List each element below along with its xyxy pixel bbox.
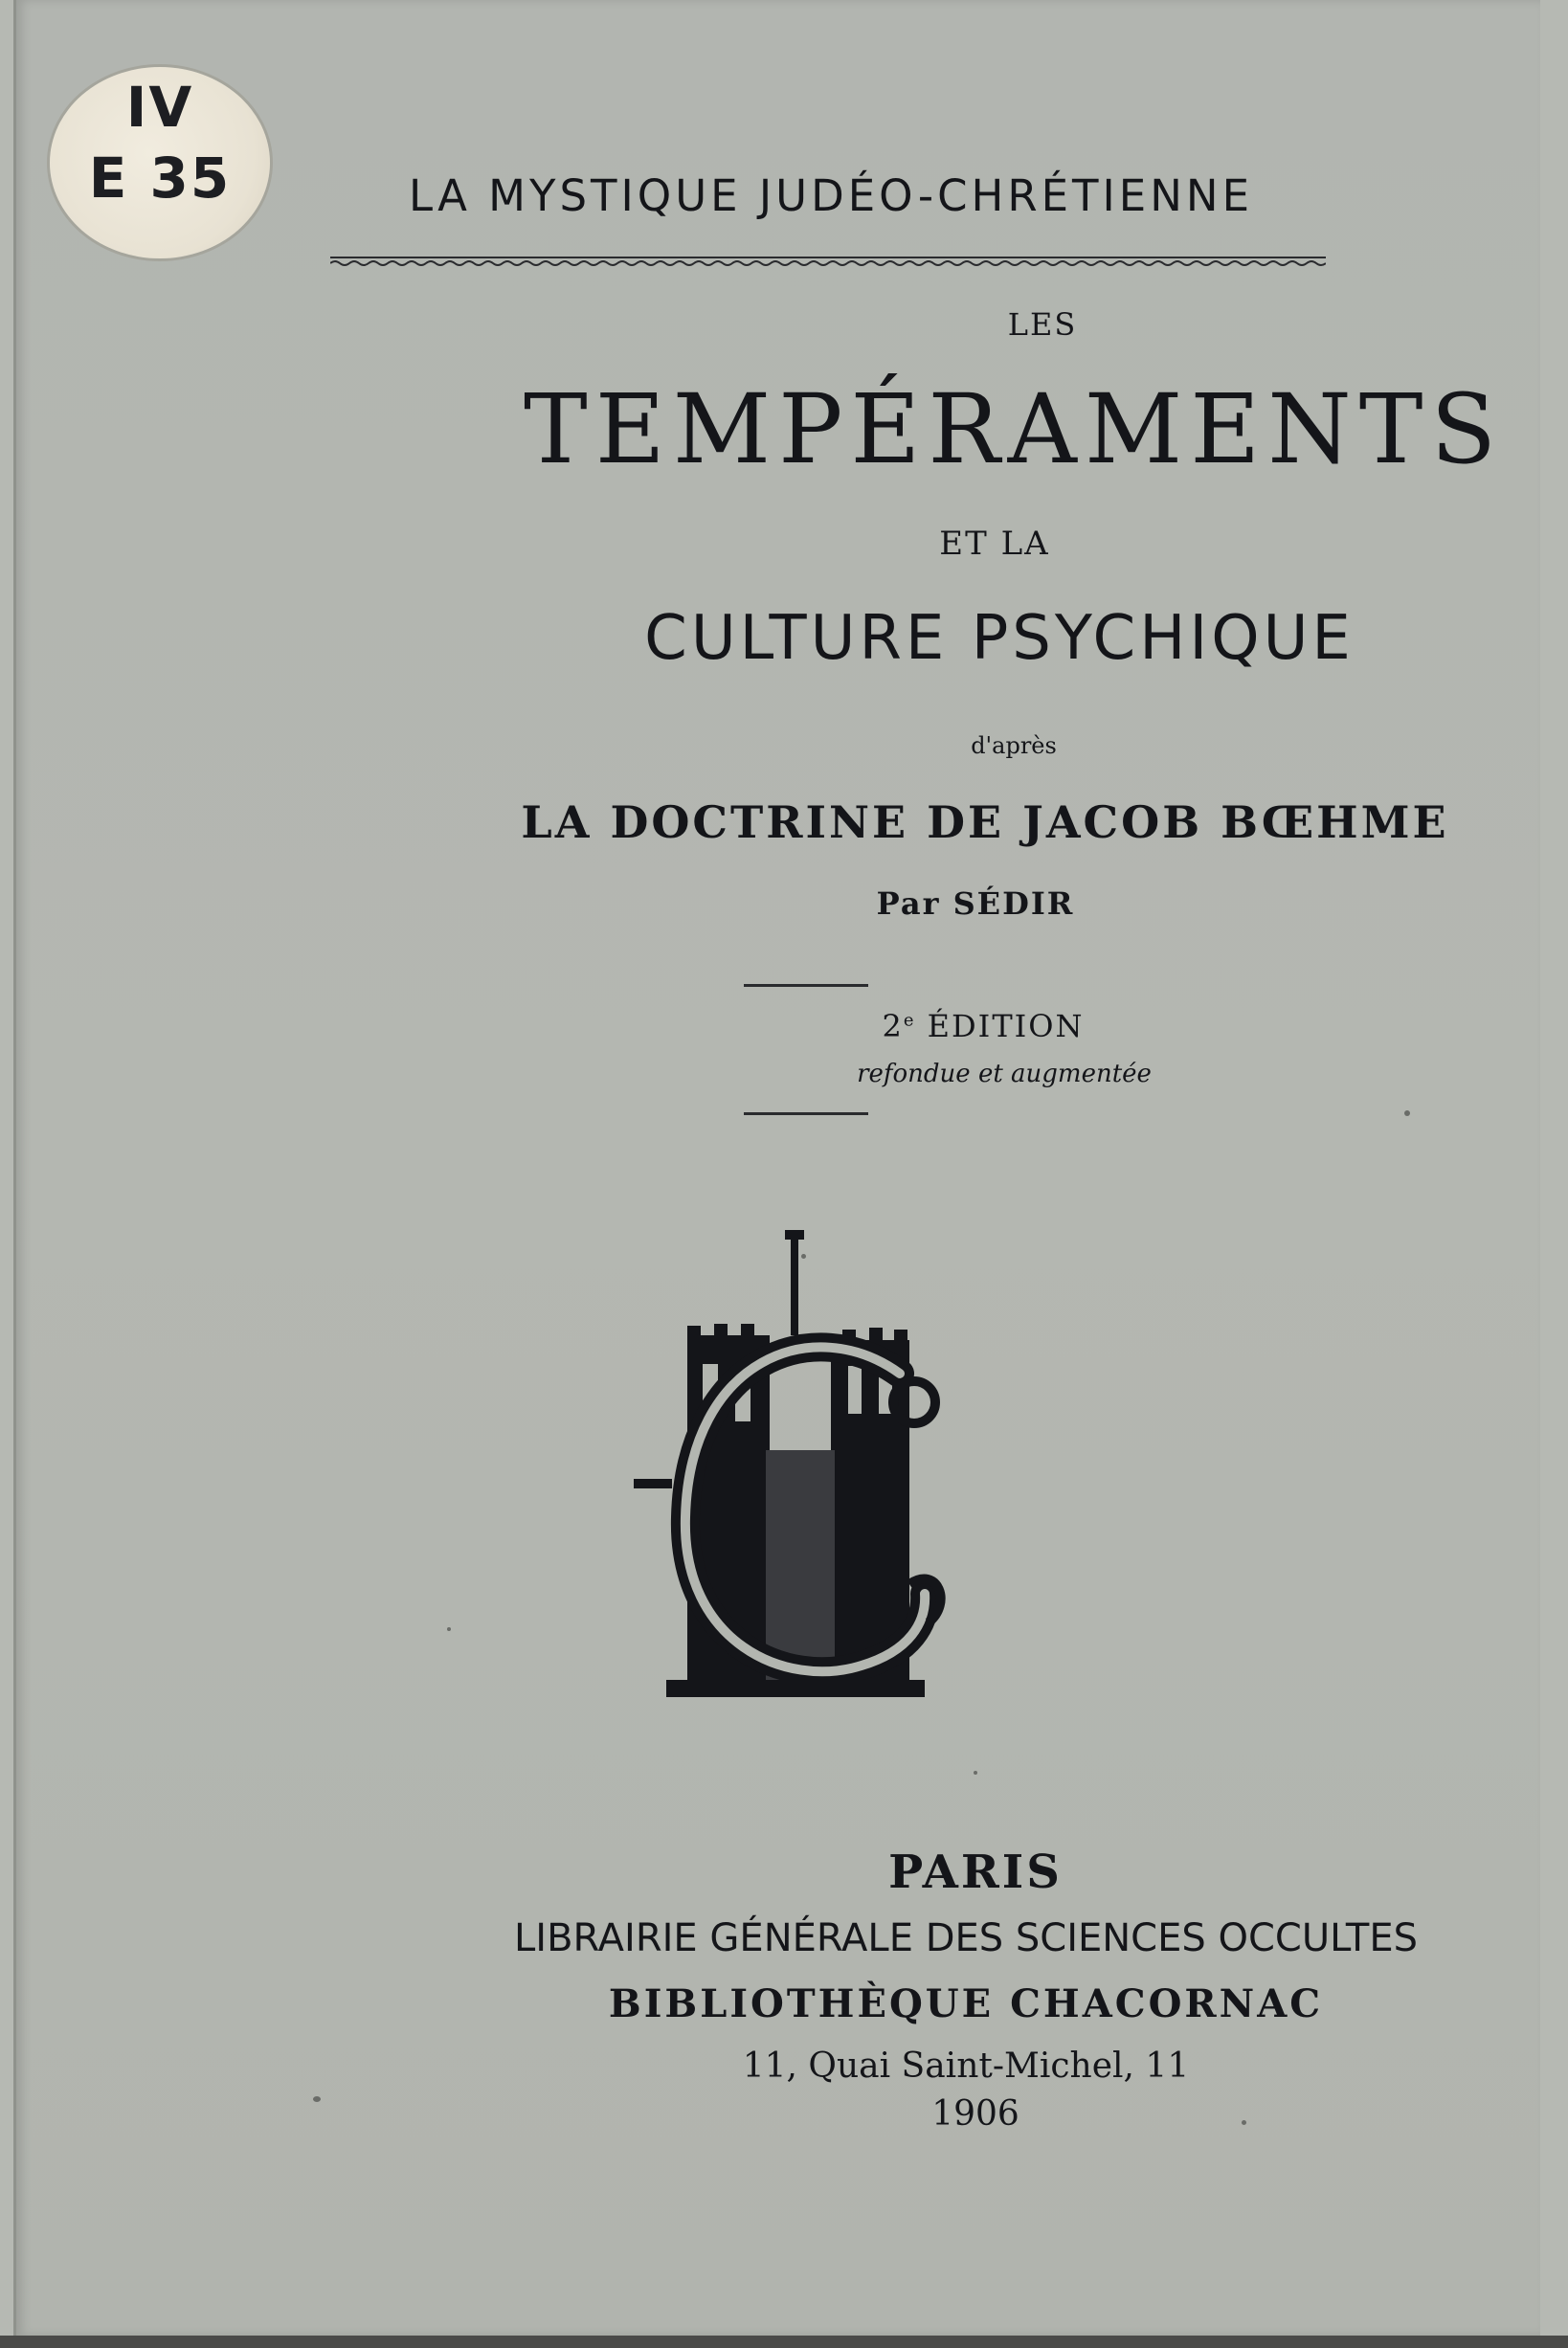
library-shelfmark-sticker xyxy=(50,67,270,258)
rule-below-edition xyxy=(744,1112,868,1115)
publisher-address: 11, Quai Saint-Michel, 11 xyxy=(742,2046,1190,2086)
publisher-city: PARIS xyxy=(888,1845,1063,1899)
publisher-library: LIBRAIRIE GÉNÉRALE DES SCIENCES OCCULTES xyxy=(513,1916,1418,1960)
second-title: CULTURE PSYCHIQUE xyxy=(644,603,1355,674)
publication-year: 1906 xyxy=(931,2094,1019,2134)
shelfmark-line-2: E 35 xyxy=(88,145,232,211)
title-d-apres: d'après xyxy=(971,732,1057,759)
author-line: Par SÉDIR xyxy=(876,885,1075,922)
cover-bottom-edge xyxy=(0,2336,1568,2348)
series-title: LA MYSTIQUE JUDÉO-CHRÉTIENNE xyxy=(408,170,1254,221)
title-et-la: ET LA xyxy=(939,525,1050,563)
rule-above-edition xyxy=(744,984,868,987)
edition-number: 2 xyxy=(882,1008,904,1044)
title-les: LES xyxy=(1007,306,1078,343)
edition-note: refondue et augmentée xyxy=(857,1060,1152,1088)
wavy-rule-divider xyxy=(330,254,1326,267)
chacornac-c-cathedral-emblem-icon xyxy=(622,1230,967,1709)
publisher-imprint: BIBLIOTHÈQUE CHACORNAC xyxy=(608,1981,1324,2026)
shelfmark-line-1: IV xyxy=(125,75,194,140)
edition-line xyxy=(199,1008,1568,1044)
doctrine-subtitle: LA DOCTRINE DE JACOB BŒHME xyxy=(521,796,1449,848)
main-title: TEMPÉRAMENTS xyxy=(524,373,1504,485)
edition-superscript: e xyxy=(903,1010,916,1031)
edition-label: ÉDITION xyxy=(927,1008,1085,1044)
